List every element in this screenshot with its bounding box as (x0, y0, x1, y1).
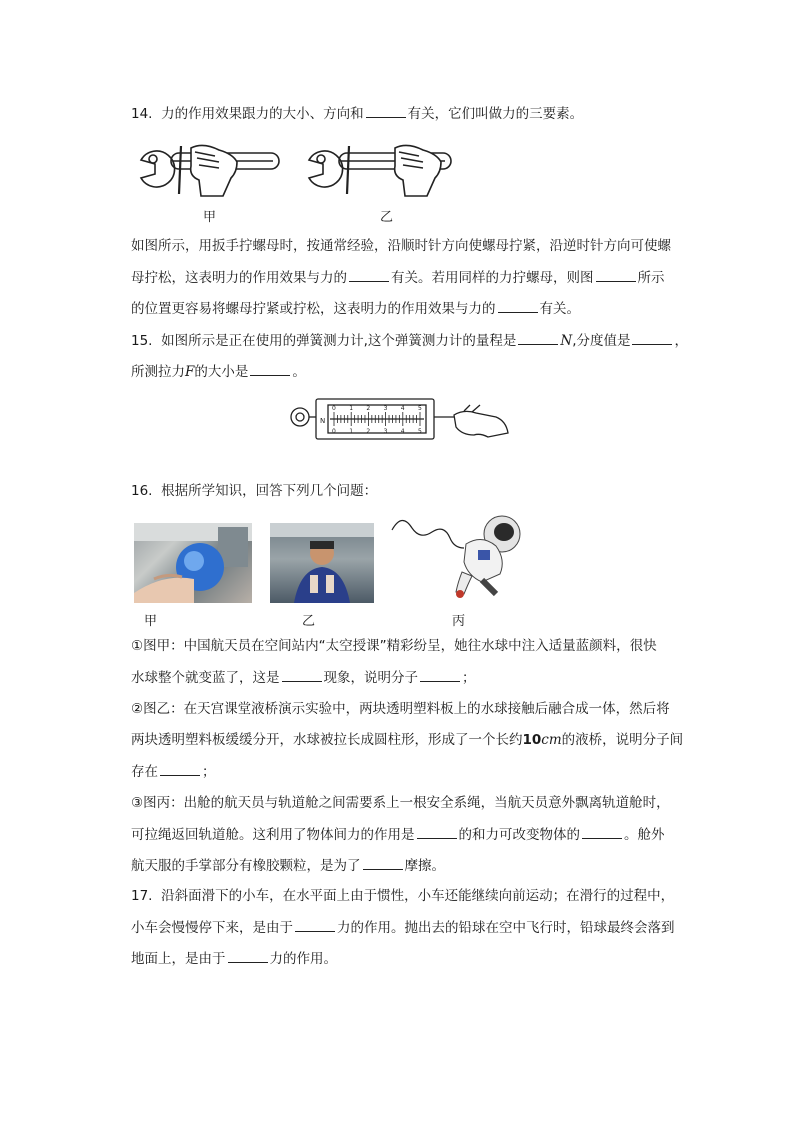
q15-stem-line-2 (131, 361, 306, 382)
q14-paragraph-line-3 (131, 298, 580, 319)
q15-blank-range[interactable] (518, 330, 558, 345)
q16-a-line-1 (131, 636, 657, 656)
q16-blank-motion-state[interactable] (582, 824, 622, 839)
q16-c-text-2c: 。舱外 (624, 827, 665, 843)
q16-blank-attraction[interactable] (160, 761, 200, 776)
q15-stem-line-1 (131, 330, 688, 351)
q16-b-text-2a: 两块透明塑料板缓缓分开，水球被拉长成圆柱形，形成了一个长约 (131, 732, 523, 748)
scale-tick-label: 3 (383, 405, 388, 412)
q15-text-2b: 的大小是 (194, 364, 249, 380)
q14-paragraph-text-3b: 有关。 (539, 301, 580, 317)
q17-blank-gravity[interactable] (228, 948, 268, 963)
q16-blank-mutual[interactable] (417, 824, 457, 839)
q16-a-text-1: ①图甲：中国航天员在空间站内“太空授课”精彩纷呈，她往水球中注入适量蓝颜料，很快 (131, 638, 657, 654)
q14-caption-jia: 甲 (203, 210, 217, 225)
photo-yi-liquid-bridge (270, 523, 374, 603)
q16-c-line-2 (131, 824, 665, 845)
scale-tick-label: 1 (349, 405, 354, 412)
q16-b-text-3a: 存在 (131, 764, 158, 780)
q14-paragraph-text-2a: 母拧松，这表明力的作用效果与力的 (131, 270, 347, 286)
q16-c-line-3 (131, 855, 445, 876)
scale-tick-label: 4 (400, 428, 405, 435)
q16-b-text-2b: 的液桥，说明分子间 (561, 732, 684, 748)
q16-c-text-2b: 的和力可改变物体的 (458, 827, 580, 843)
scale-tick-label: 3 (383, 428, 388, 435)
wrench-figure-jia (133, 138, 283, 200)
q15-text-1b: ,分度值是 (572, 333, 631, 349)
q15-blank-force[interactable] (250, 361, 290, 376)
water-ball-illustration (134, 523, 252, 603)
q16-b-line-2 (131, 730, 683, 750)
q16-c-text-2a: 可拉绳返回轨道舱。这利用了物体间力的作用是 (131, 827, 415, 843)
q15-text-1a: 如图所示是正在使用的弹簧测力计,这个弹簧测力计的量程是 (161, 333, 517, 349)
q14-paragraph-text-1: 如图所示，用扳手拧螺母时，按通常经验，沿顺时针方向使螺母拧紧，沿逆时针方向可使螺 (131, 238, 671, 254)
q14-paragraph-text-2c: 所示 (637, 270, 665, 286)
q17-text-2b: 力的作用。抛出去的铅球在空中飞行时，铅球最终会落到 (337, 920, 675, 936)
q17-line-1 (131, 886, 674, 906)
q15-blank-division[interactable] (632, 330, 672, 345)
q14-number: 14. (131, 106, 153, 122)
q14-paragraph-text-3a: 的位置更容易将螺母拧紧或拧松，这表明力的作用效果与力的 (131, 301, 496, 317)
spring-scale-figure (288, 393, 510, 445)
q14-caption-yi: 乙 (380, 210, 394, 225)
q14-blank-3[interactable] (596, 267, 636, 282)
q17-text-3b: 力的作用。 (269, 951, 337, 967)
photo-jia-water-ball (134, 523, 252, 603)
q15-text-2c: 。 (292, 364, 306, 380)
q16-blank-molecules[interactable] (420, 667, 460, 682)
q14-stem-text-b: 有关，它们叫做力的三要素。 (407, 106, 584, 122)
q16-bridge-length-number: 10 (522, 732, 542, 748)
q16-caption-yi: 乙 (302, 614, 316, 629)
scale-tick-label: 1 (349, 428, 354, 435)
q16-blank-friction[interactable] (363, 855, 403, 870)
scale-tick-label: 2 (366, 405, 371, 412)
q16-bridge-length-unit: cm (541, 732, 562, 748)
q16-number: 16. (131, 483, 153, 499)
q17-text-1: 沿斜面滑下的小车，在水平面上由于惯性，小车还能继续向前运动；在滑行的过程中， (161, 888, 675, 904)
q14-paragraph-line-2 (131, 267, 665, 288)
q14-stem-text-a: 力的作用效果跟力的大小、方向和 (161, 106, 364, 122)
scale-tick-label: 2 (366, 428, 371, 435)
scale-tick-label: 5 (418, 405, 422, 412)
q16-intro-text: 根据所学知识，回答下列几个问题： (161, 483, 378, 499)
q15-force-symbol: F (185, 364, 195, 380)
scale-tick-label: 0 (332, 405, 336, 412)
q17-text-2a: 小车会慢慢停下来，是由于 (131, 920, 293, 936)
q16-a-text-2a: 水球整个就变蓝了，这是 (131, 670, 280, 686)
q14-blank-2[interactable] (349, 267, 389, 282)
q15-unit-n: N (560, 333, 573, 349)
q17-blank-friction[interactable] (295, 917, 335, 932)
liquid-bridge-illustration (270, 523, 374, 603)
q15-text-1c: ， (674, 333, 688, 349)
q16-b-line-1 (131, 699, 670, 719)
q16-blank-phenomenon[interactable] (282, 667, 322, 682)
q14-paragraph-line-1 (131, 236, 671, 256)
q16-b-text-3b: ； (202, 764, 216, 780)
scale-tick-label: 0 (332, 428, 336, 435)
q16-c-text-3b: 摩擦。 (404, 858, 445, 874)
q16-a-text-2c: ； (462, 670, 476, 686)
q14-paragraph-text-2b: 有关。若用同样的力拧螺母，则图 (391, 270, 594, 286)
q17-text-3a: 地面上，是由于 (131, 951, 226, 967)
q14-blank-1[interactable] (366, 103, 406, 118)
q15-number: 15. (131, 333, 153, 349)
q16-c-text-1: ③图丙：出舱的航天员与轨道舱之间需要系上一根安全系绳，当航天员意外飘离轨道舱时， (131, 795, 670, 811)
q14-stem (131, 103, 583, 124)
scale-tick-label: 4 (400, 405, 405, 412)
q16-a-line-2 (131, 667, 476, 688)
q17-line-3 (131, 948, 337, 969)
q15-text-2a: 所测拉力 (131, 364, 185, 380)
astronaut-figure-bing (390, 510, 532, 602)
q16-c-line-1 (131, 793, 670, 813)
q16-a-text-2b: 现象，说明分子 (323, 670, 418, 686)
q16-caption-bing: 丙 (452, 614, 466, 629)
q16-caption-jia: 甲 (144, 614, 158, 629)
q17-number: 17. (131, 888, 153, 904)
wrench-figure-yi (301, 138, 457, 200)
scale-tick-label: 5 (418, 428, 422, 435)
scale-unit-label: N (320, 417, 326, 425)
q16-b-line-3 (131, 761, 216, 782)
q17-line-2 (131, 917, 675, 938)
q16-b-text-1: ②图乙：在天宫课堂液桥演示实验中，两块透明塑料板上的水球接触后融合成一体，然后将 (131, 701, 670, 717)
q14-blank-4[interactable] (498, 298, 538, 313)
q16-stem (131, 481, 377, 501)
q16-c-text-3a: 航天服的手掌部分有橡胶颗粒，是为了 (131, 858, 361, 874)
